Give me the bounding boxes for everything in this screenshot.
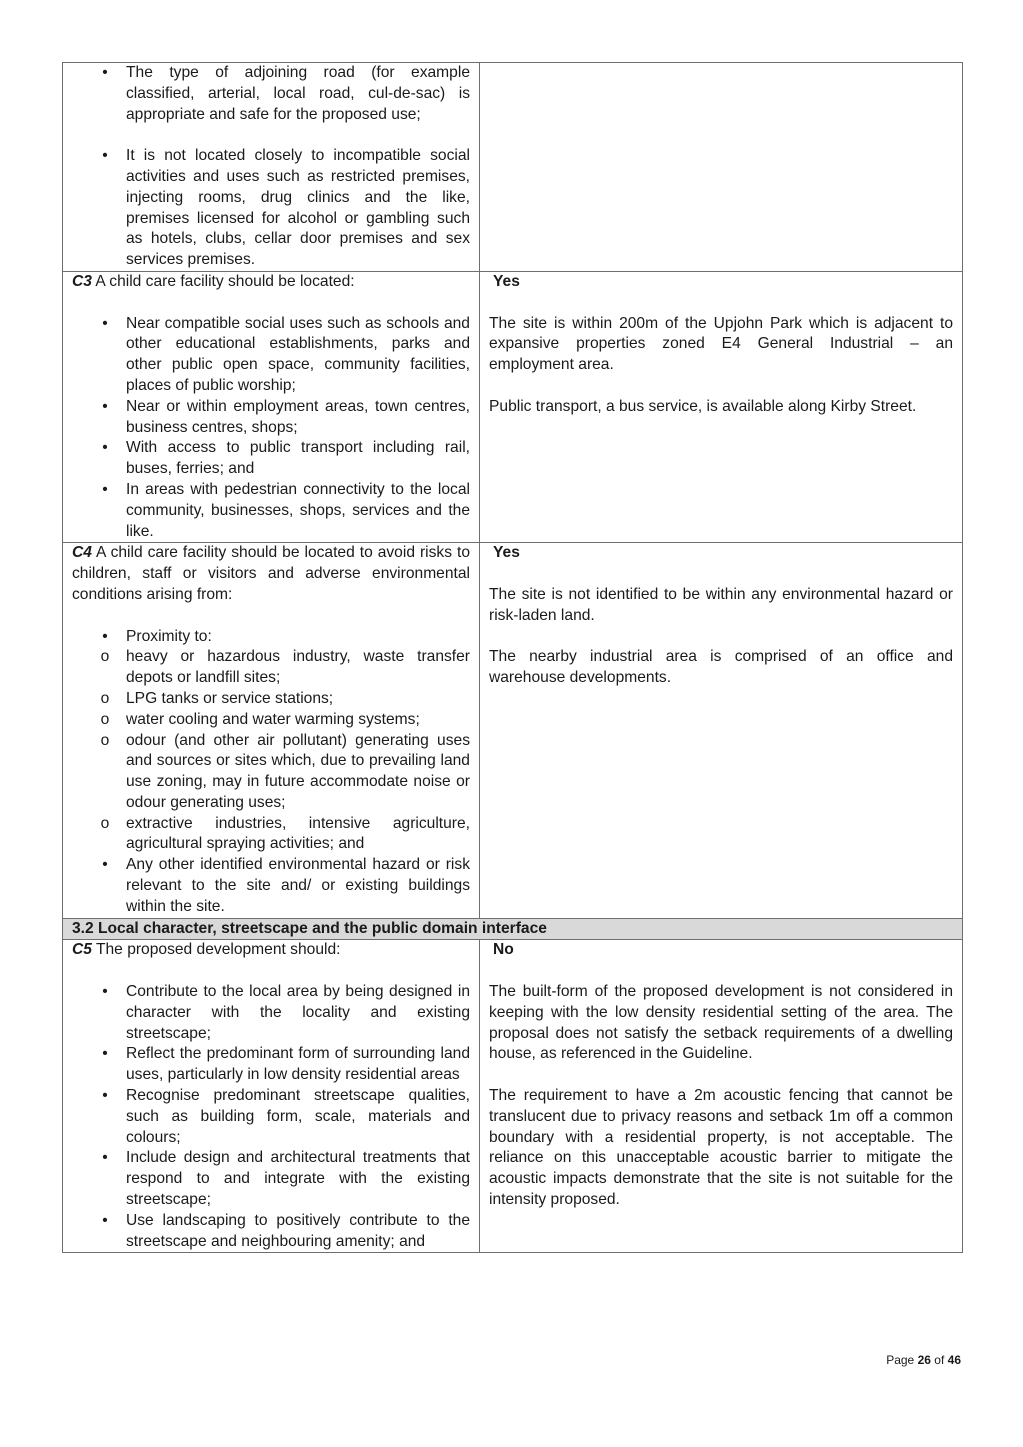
- table-row: [63, 940, 963, 1253]
- bullet-marker: •: [102, 147, 108, 165]
- list-item: o extractive industries, intensive agriculture, agricultural spraying activities; and: [100, 814, 470, 853]
- criterion-text: A child care facility should be located to avoid risks to children, staff or visitors and adverse environmental conditions arising from:: [72, 544, 470, 603]
- list-item: • Reflect the predominant form of surrounding land uses, particularly in low density residential areas: [102, 1045, 470, 1084]
- of-label: of: [934, 1353, 945, 1367]
- list-item: o LPG tanks or service stations;: [100, 689, 334, 707]
- bullet-list: [72, 982, 470, 1252]
- response-cell: [480, 543, 963, 918]
- response-cell: [480, 63, 963, 272]
- bullet-list: [72, 314, 470, 543]
- criterion-code: C4: [72, 544, 92, 562]
- response-paragraph: The built-form of the proposed development is not considered in keeping with the low density residential setting of the area. The proposal does not satisfy the setback requirements of a dwelling house, as referenced in the Guideline.: [489, 983, 953, 1063]
- list-item: o heavy or hazardous industry, waste transfer depots or landfill sites;: [100, 648, 470, 687]
- criterion-text: The proposed development should:: [91, 941, 341, 959]
- list-item: • In areas with pedestrian connectivity to the local community, businesses, shops, services and the like.: [102, 480, 470, 540]
- compliance-result: Yes: [493, 272, 520, 290]
- page-total: 46: [947, 1353, 961, 1367]
- list-item: • With access to public transport including rail, buses, ferries; and: [102, 439, 470, 478]
- response-cell: [480, 271, 963, 542]
- criteria-cell: [63, 63, 480, 272]
- bullet-list: [72, 627, 470, 918]
- bullet-marker: •: [102, 64, 108, 81]
- criteria-cell: [63, 271, 480, 542]
- table-row: [63, 543, 963, 918]
- spacer: [72, 125, 470, 146]
- list-item: • Near compatible social uses such as schools and other educational establishments, parks and other public open space, community facilities, places of public worship;: [102, 314, 470, 394]
- criterion-heading: [72, 940, 470, 961]
- section-heading: 3.2 Local character, streetscape and the public domain interface: [63, 918, 963, 940]
- criterion-heading: [72, 272, 470, 293]
- criterion-code: C5: [72, 941, 92, 959]
- criterion-heading: [72, 543, 470, 605]
- list-item: • Use landscaping to positively contribute to the streetscape and neighbouring amenity; and: [102, 1211, 470, 1250]
- compliance-result: Yes: [493, 544, 520, 562]
- list-item: • Contribute to the local area by being designed in character with the locality and existing streetscape;: [102, 983, 470, 1042]
- list-item: • It is not located closely to incompatible social activities and uses such as restricted premises, injecting rooms, drug clinics and the like, premises licensed for alcohol or gambling such as hotels, clubs, cellar door premises and sex services premises.: [72, 146, 470, 271]
- response-paragraph: The site is within 200m of the Upjohn Park which is adjacent to expansive properties zoned E4 General Industrial – an employment area.: [489, 314, 953, 374]
- response-paragraph: Public transport, a bus service, is available along Kirby Street.: [489, 397, 917, 415]
- criteria-cell: [63, 543, 480, 918]
- criterion-code: C3: [72, 272, 92, 290]
- page-number: 26: [917, 1353, 931, 1367]
- response-paragraph: The site is not identified to be within any environmental hazard or risk-laden land.: [489, 585, 953, 624]
- list-item: • Near or within employment areas, town centres, business centres, shops;: [102, 397, 470, 436]
- compliance-result: No: [493, 941, 514, 959]
- response-paragraph: The nearby industrial area is comprised of an office and warehouse developments.: [489, 648, 953, 687]
- table-row: [63, 63, 963, 272]
- response-cell: [480, 940, 963, 1253]
- list-item: o odour (and other air pollutant) generating uses and sources or sites which, due to prevailing land use zoning, may in future accommodate noise or odour generating uses;: [100, 731, 470, 811]
- list-item: o water cooling and water warming systems;: [100, 710, 420, 728]
- assessment-table: [62, 62, 963, 1253]
- criteria-cell: [63, 940, 480, 1253]
- criterion-text: A child care facility should be located:: [91, 272, 355, 290]
- list-item: • Proximity to:: [102, 627, 212, 645]
- bullet-list: [72, 63, 470, 271]
- list-item: • Include design and architectural treatments that respond to and integrate with the existing streetscape;: [102, 1149, 470, 1209]
- response-paragraph: The requirement to have a 2m acoustic fencing that cannot be translucent due to privacy reasons and setback 1m off a common boundary with a residential property, is not acceptable. The reliance on this unacceptable acoustic barrier to mitigate the acoustic impacts demonstrate that the site is not suitable for the intensity proposed.: [489, 1087, 953, 1209]
- page-label: Page: [886, 1353, 915, 1367]
- list-item: • Recognise predominant streetscape qualities, such as building form, scale, materials and colours;: [102, 1087, 470, 1146]
- page-footer: [886, 1353, 961, 1367]
- section-header-row: [63, 918, 963, 940]
- list-item: • The type of adjoining road (for example classified, arterial, local road, cul-de-sac) is appropriate and safe for the proposed use;: [72, 63, 470, 125]
- list-item: • Any other identified environmental hazard or risk relevant to the site and/ or existing buildings within the site.: [102, 856, 470, 915]
- table-row: [63, 271, 963, 542]
